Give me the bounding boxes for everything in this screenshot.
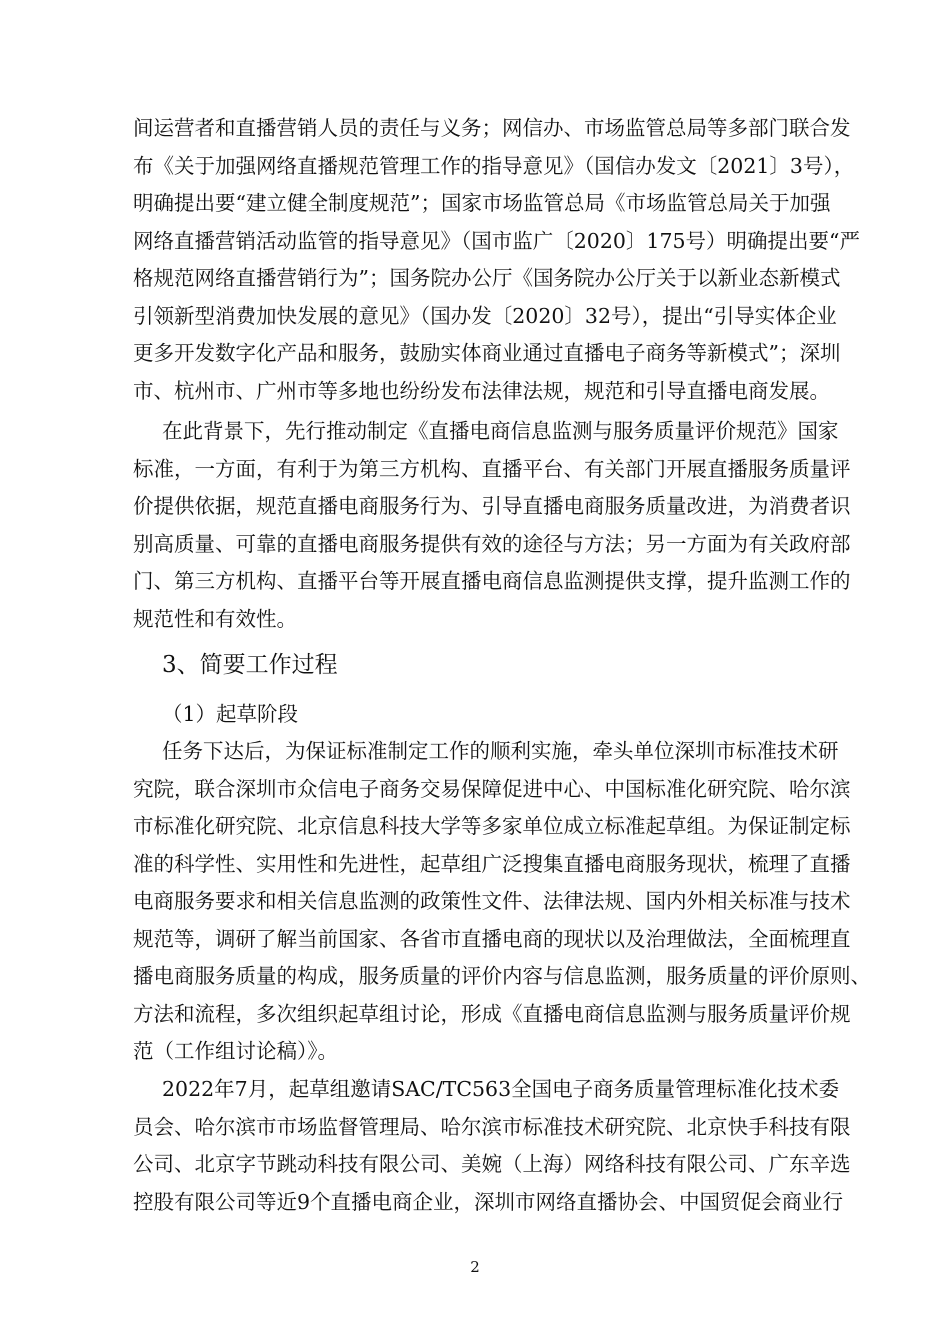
- section-heading: 3、简要工作过程: [162, 652, 338, 678]
- text-line: 规范性和有效性。: [133, 606, 297, 631]
- text-line: 标准，一方面，有利于为第三方机构、直播平台、有关部门开展直播服务质量评: [133, 456, 851, 481]
- text-line: 公司、北京字节跳动科技有限公司、美婉（上海）网络科技有限公司、广东辛选: [133, 1152, 851, 1176]
- text-line: 明确提出要“建立健全制度规范”；国家市场监管总局《市场监管总局关于加强: [133, 191, 831, 215]
- text-line: 引领新型消费加快发展的意见》（国办发〔2020〕32号），提出“引导实体企业: [133, 303, 837, 328]
- text-line: 在此背景下，先行推动制定《直播电商信息监测与服务质量评价规范》国家: [162, 419, 839, 443]
- text-line: 布《关于加强网络直播规范管理工作的指导意见》（国信办发文〔2021〕3号），: [133, 153, 855, 178]
- paragraph-drafting: [133, 733, 871, 1071]
- text-line: 电商服务要求和相关信息监测的政策性文件、法律法规、国内外相关标准与技术: [133, 889, 851, 913]
- page-number: 2: [470, 1258, 480, 1276]
- text-line: 控股有限公司等近9个直播电商企业，深圳市网络直播协会、中国贸促会商业行: [133, 1189, 844, 1214]
- text-line: 范（工作组讨论稿）》。: [133, 1039, 338, 1063]
- text-line: 间运营者和直播营销人员的责任与义务；网信办、市场监管总局等多部门联合发: [133, 116, 851, 140]
- text-line: 网络直播营销活动监管的指导意见》（国市监广〔2020〕175号）明确提出要“严: [133, 228, 861, 253]
- text-line: 更多开发数字化产品和服务，鼓励实体商业通过直播电子商务等新模式”；深圳: [133, 341, 841, 365]
- text-line: 员会、哈尔滨市市场监督管理局、哈尔滨市标准技术研究院、北京快手科技有限: [133, 1114, 851, 1139]
- subsection-heading: （1）起草阶段: [162, 702, 299, 726]
- paragraph-continued-regulations: [133, 110, 861, 410]
- text-line: 2022年7月，起草组邀请SAC/TC563全国电子商务质量管理标准化技术委: [162, 1077, 840, 1101]
- paragraph-july-2022: [133, 1071, 851, 1221]
- text-line: 门、第三方机构、直播平台等开展直播电商信息监测提供支撑，提升监测工作的: [133, 569, 851, 593]
- text-line: 市标准化研究院、北京信息科技大学等多家单位成立标准起草组。为保证制定标: [133, 814, 851, 838]
- paragraph-background: [133, 413, 851, 638]
- text-line: 任务下达后，为保证标准制定工作的顺利实施，牵头单位深圳市标准技术研: [162, 739, 839, 763]
- text-line: 规范等，调研了解当前国家、各省市直播电商的现状以及治理做法，全面梳理直: [133, 926, 851, 951]
- text-line: 究院，联合深圳市众信电子商务交易保障促进中心、中国标准化研究院、哈尔滨: [133, 776, 851, 801]
- text-line: 价提供依据，规范直播电商服务行为、引导直播电商服务质量改进，为消费者识: [133, 494, 851, 518]
- text-line: 准的科学性、实用性和先进性，起草组广泛搜集直播电商服务现状，梳理了直播: [133, 851, 851, 876]
- text-line: 市、杭州市、广州市等多地也纷纷发布法律法规，规范和引导直播电商发展。: [133, 378, 830, 403]
- text-line: 方法和流程，多次组织起草组讨论，形成《直播电商信息监测与服务质量评价规: [133, 1001, 851, 1026]
- text-line: 格规范网络直播营销行为”；国务院办公厅《国务院办公厅关于以新业态新模式: [133, 266, 841, 290]
- text-line: 播电商服务质量的构成，服务质量的评价内容与信息监测，服务质量的评价原则、: [133, 964, 871, 988]
- text-line: 别高质量、可靠的直播电商服务提供有效的途径与方法；另一方面为有关政府部: [133, 531, 851, 556]
